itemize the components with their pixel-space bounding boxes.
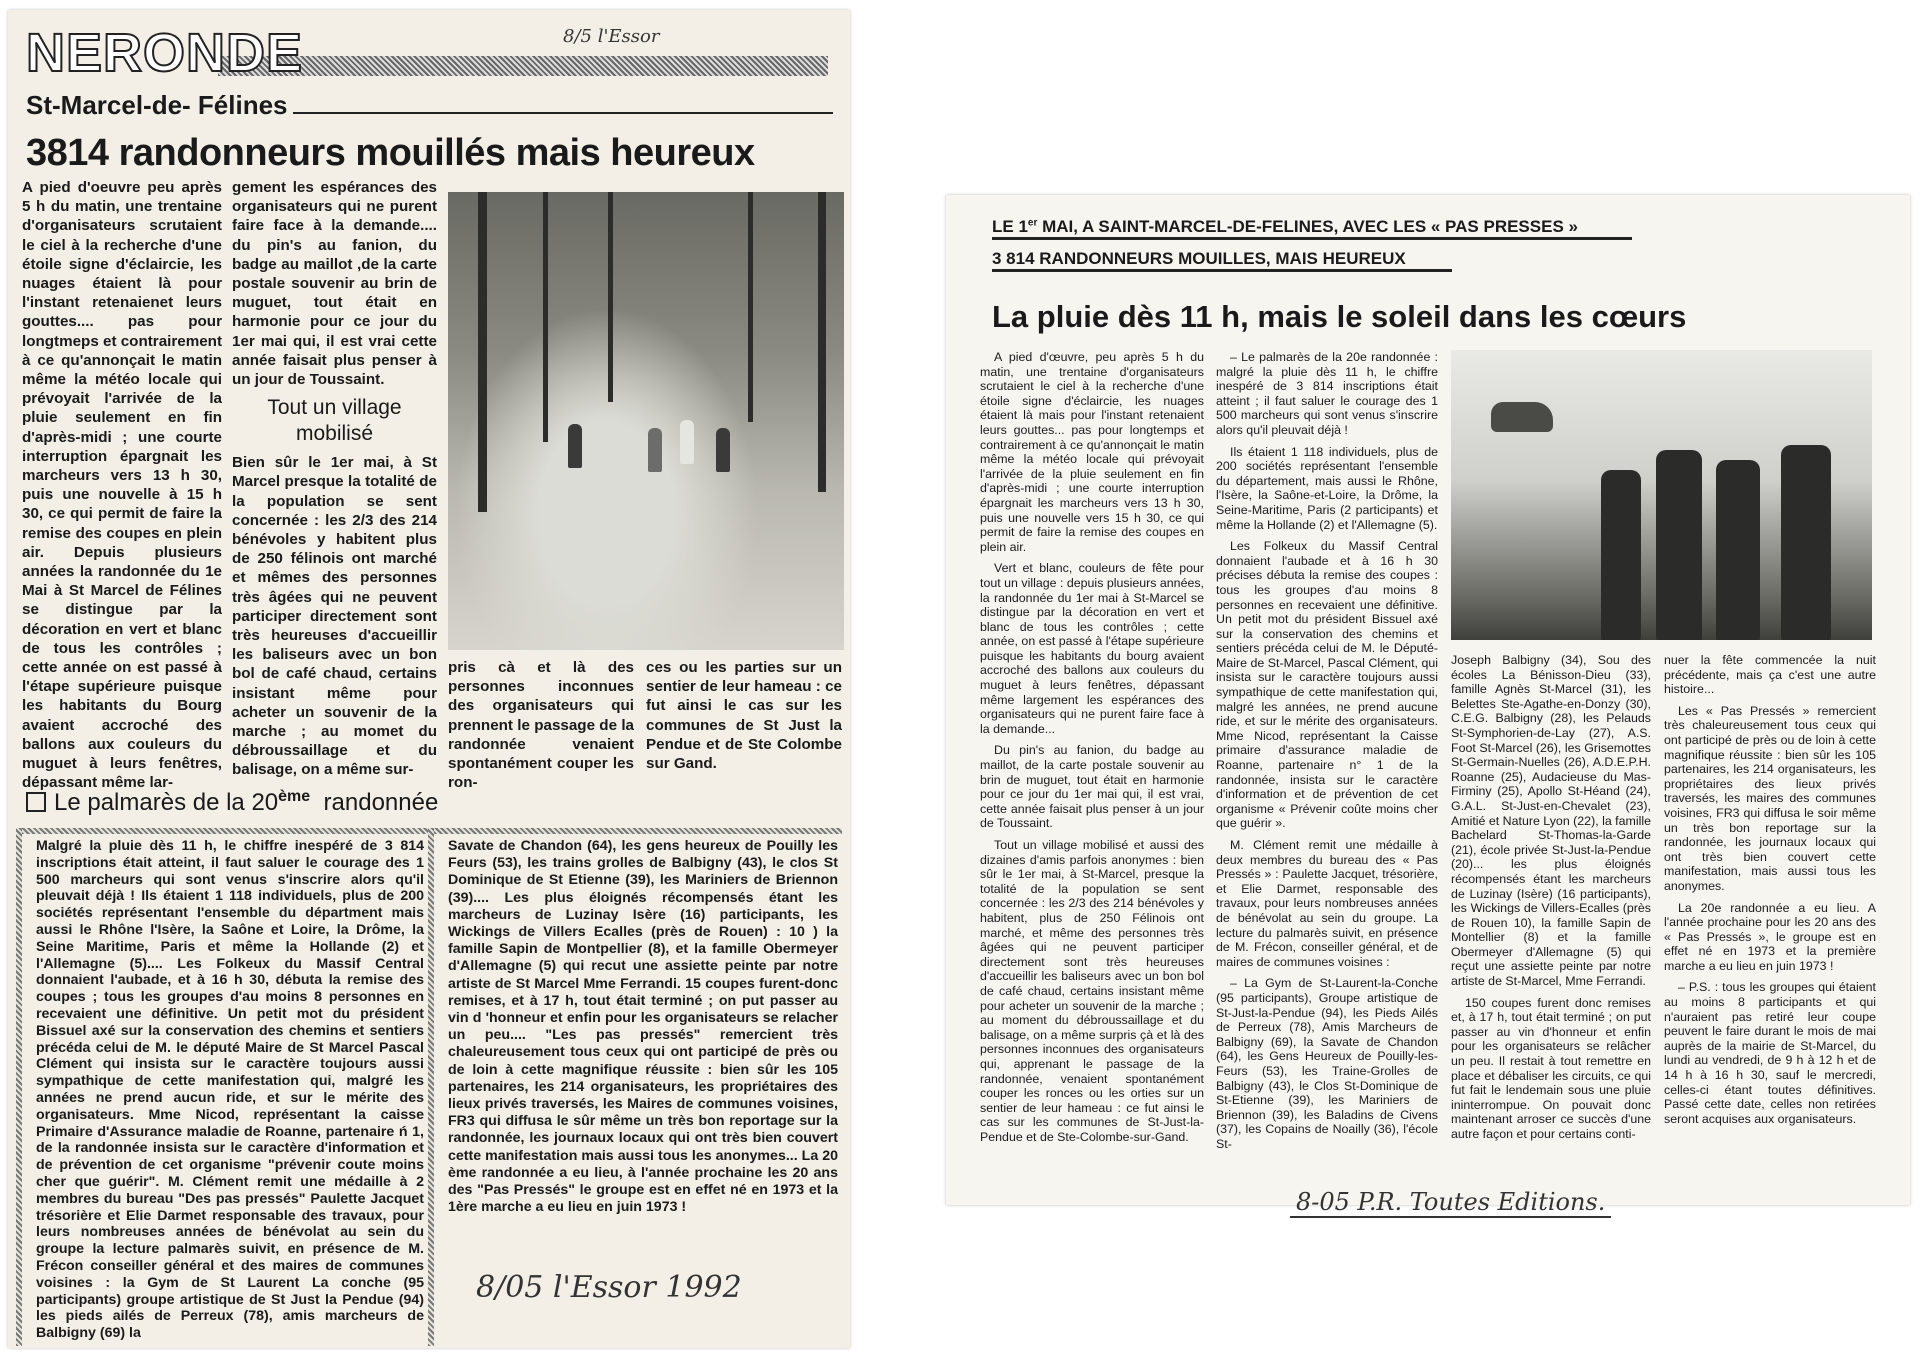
tree-trunk [748,192,753,422]
horse-figure [1491,402,1553,432]
article-paragraph: – P.S. : tous les groupes qui étaient au moins 8 participants et qui n'auraient pas retiré leur coupe peuvent le faire durant le mois de mai auprès de la mairie de St-Marcel, du lundi au vendredi, de 9 h à 12 h et de 14 h à 16 h 30, sauf le mercredi, celles-ci étant toutes définitives. Passé cette date, celles non retirées seront acquises aux organisateurs. [1664,980,1876,1126]
article-text: pris cà et là des personnes inconnues des organisateurs qui prennent le passage de la randonnée venaient spontanément couper les ron- [448,659,634,792]
palmares-column-2 [448,838,838,1216]
article-column-4 [646,658,842,773]
article-paragraph: nuer la fête commencée la nuit précédente, mais ça c'est une autre histoire... [1664,653,1876,697]
article-paragraph: Les « Pas Pressés » remercient très chaleureusement tous ceux qui ont participé de près ou de loin à cette magnifique réussite : bien sûr les 105 partenaires, les 214 organisateurs, les propriétaires des lieux privés traversés, les maires des communes voisines, FR3 qui diffusa le soir même un très bon reportage sur la randonnée, les journaux locaux qui ont très bien couvert cette manifestation, mais aussi tous les anonymes. [1664,703,1876,893]
walker-figure [648,428,662,472]
walker-figure [1716,460,1760,640]
article-paragraph: Vert et blanc, couleurs de fête pour tout un village : depuis plusieurs années, la randonnée du 1er mai à St-Marcel se distingue par la décoration en vert et blanc de tous les contrôles ; cette année, on est passé à l'étape supérieure puisque les habitants du bourg avaient accroché des ballons aux couleurs du muguet à leurs fenêtres, dépassant même largement les espérances des organisateurs qui ne purent faire face à la demande... [980,561,1204,736]
article-paragraph: A pied d'œuvre, peu après 5 h du matin, une trentaine d'organisateurs scrutaient le ciel à la recherche d'une étoile signe d'éclaircie, les nuages étaient là mais pour l'instant retenaient leurs gouttes... pas pour longtemps et contrairement à ce qu'annonçait le matin même la météo locale qui prévoyait l'arrivée de la pluie seulement en fin d'après-midi ; une courte interruption épargnait les marcheurs vers 13 h 30, puis une nouvelle vers 15 h 30, ce qui permit de faire la remise des coupes en plein air. [980,350,1204,554]
article-column-1 [22,178,222,793]
palmares-text: Malgré la pluie dès 11 h, le chiffre inespéré de 3 814 inscriptions était atteint, il faut saluer le courage des 1 500 marcheurs qui sont venus s'inscrire alors qu'il pleuvait déjà ! Ils étaient 1 118 individuels, plus de 200 sociétés représentant l'ensemble du départment mais aussi le Rhône l'Isère, la Saône et Loire, la Drôme, la Seine Maritime, Paris et même la Hollande (2) et l'Allemagne (5).... Les Folkeux du Massif Central donnaient l'aubade, et à 16 h 30, débuta la remise des coupes ; tous les groupes d'au moins 8 personnes en recevaient une définitive. Un petit mot du président Bissuel axé sur la conservation des chemins et sentiers précéda celui de M. le député Maire de St Marcel Pascal Clément qui insista sur le caractère toujours aussi sympathique de cette manifestation qui, malgré les années ne prend aucun ride, et sur le mérite des organisateurs. Mme Nicod, représentant la caisse Primaire d'Assurance maladie de Roanne, partenaire ń 1, de la randonnée insista sur le caractère d'information et de prévention de cet organisme "prévenir coute moins cher que guérir". M. Clément remit une médaille à 2 membres du bureau "Des pas pressés" Paulette Jacquet trésorière et Elie Darmet responsable des travaux, pour leurs nombreuses années de bénévolat au sein du groupe la lecture palmarès suivit, en présence de M. Frécon conseiller général et des maires de communes voisines : la Gym de St Laurent La conche (95 participants) groupe artistique de St Just la Pendue (94) les pieds ailés de Perreux (78), amis marcheurs de Balbigny (69) la [36,838,424,1342]
handwritten-source-note: 8-05 P.R. Toutes Editions. [1290,1188,1611,1218]
article-text: ces ou les parties sur un sentier de leur hameau : ce fut ainsi le cas sur les communes de St Just la Pendue et de Ste Colombe sur Gand. [646,659,842,773]
kicker-rule [992,269,1452,272]
checkbox-square-icon [26,792,46,812]
palmares-border-left [16,828,22,1346]
article-paragraph: La 20e randonnée a eu lieu. A l'année prochaine pour les 20 ans des « Pas Pressés », le groupe est en effet né en 1973 et la première marche a eu lieu en juin 1973 ! [1664,900,1876,973]
right-clipping [946,195,1910,1205]
article-column-3 [1451,653,1651,1149]
kicker-rule [992,237,1632,240]
article-text: A pied d'oeuvre peu après 5 h du matin, une trentaine d'organisateurs scrutaient le ciel à la recherche d'une étoile signe d'éclaircie, les nuages étaient là pour l'instant retenaienet leurs gouttes.... pas pour longtmeps et contrairement à ce qu'annonçait le matin même la météo locale qui prévoyait l'arrivée de la pluie seulement en fin d'après-midi ; une courte interruption épargnait les marcheurs vers 13 h 30, puis une nouvelle à 15 h 30, ce qui permit de faire la remise des coupes en plein air. Depuis plusieurs années la randonnée du 1e Mai à St Marcel de Félines se distingue par la décoration en vert et blanc de tous les contrôles ; cette année on est passé à l'étape supérieure puisque les habitants du Bourg avaient accroché des ballons aux couleurs du muguet à leurs fenêtres, dépassant même lar- [22,179,223,792]
top-handwritten-note: 8/5 l'Essor [563,26,660,47]
walker-figure [716,428,730,472]
article-column-1 [980,350,1204,1151]
town-name: St-Marcel-de- Félines [26,90,288,120]
palmares-text: Savate de Chandon (64), les gens heureux de Pouilly les Feurs (53), les trains grolles de Balbigny (43), le clos St Dominique de St Etienne (39), les Mariniers de Briennon (39).... Les plus éloignés récompensés étant les marcheurs de Luzinay Isère (16) participants, les Wickings de Villers Ecalles (près de Rouen) : 10 ) la famille Sapin de Montpellier (8), et la famille Obermeyer d'Allemagne (5) qui recut une assiette peinte par notre artiste de St Marcel Mme Ferrandi. 15 coupes furent-donc remises, et à 17 h, tout était terminé ; on put passer au vin d 'honneur et enfin pour les organisateurs se relacher un peu.... "Les pas pressés" remercient très chaleureusement tous ceux qui ont participé de près ou de loin à cette magnifique réussite : bien sûr les 105 partenaires, les 214 organisateurs, les propriétaires des lieux privés traversés, les Maires de communes voisines, FR3 qui diffusa le sûr même un très bon reportage sur la randonnée, les journaux locaux qui ont très bien couvert cette manifestation mais aussi tous les anonymes... La 20 ème randonnée a eu lieu, à l'année prochaine les 20 ans des "Pas Pressés" le groupe est en effet né en 1973 et la 1ère marche a eu lieu en juin 1973 ! [448,838,838,1216]
palmares-title: Le palmarès de la 20ème randonnée [26,788,438,817]
article-paragraph: 150 coupes furent donc remises et, à 17 h, tout était terminé ; on put passer au vin d'honneur et enfin pour les organisateurs se relâcher un peu. Il restait à tout remettre en place et débaliser les circuits, ce qui fut fait le lendemain sous une pluie ininterrompue. On pouvait donc maintenant arroser ce succès d'une autre façon et pour certains conti- [1451,995,1651,1141]
article-text: Bien sûr le 1er mai, à St Marcel presque la totalité de la population se sent concernée : les 2/3 des 214 bénévoles y habitent plus de 250 félinois ont marché et mêmes des personnes très âgées qui ne peuvent participer directement sont très heureuses d'accueillir les baliseurs avec un bon bol de café chaud, certains insistant même pour acheter un souvenir de la marche ; au momet du débroussaillage et du balisage, on a même sur- [232,454,437,779]
tree-trunk [478,192,487,512]
left-clipping [8,10,850,1348]
palmares-border-middle [428,828,434,1346]
article-column-4 [1664,653,1876,1133]
article-paragraph: Les Folkeux du Massif Central donnaient l'aubade et à 16 h 30 précises débuta la remise des coupes : tous les groupes d'au moins 8 personnes en recevaient une définitive. Un petit mot du président Bissuel axé sur la conservation des chemins et sentiers précéda celui de M. le Député-Maire de St-Marcel, Pascal Clément, qui insista sur le caractère toujours aussi sympathique de cette manifestation qui, malgré les années, ne prend aucune ride, et sur le mérite des organisateurs. Mme Nicod, représentant la Caisse primaire d'assurance maladie de Roanne, partenaire n° 1 de la randonnée, insista sur le caractère d'information et de prévention de cet organisme « Prévenir coûte moins cher que guérir ». [1216,539,1438,831]
article-paragraph: Ils étaient 1 118 individuels, plus de 200 sociétés représentant l'ensemble du département, mais aussi le Rhône, l'Isère, la Saône-et-Loire, la Drôme, la Seine-Maritime, Paris (2 participants) et même la Hollande (2) et l'Allemagne (5). [1216,444,1438,532]
kicker-line-1: LE 1er MAI, A SAINT-MARCEL-DE-FELINES, AVEC LES « PAS PRESSES » [992,217,1578,236]
walkers-horse-photo [1451,350,1872,640]
walkers-photo [448,192,844,650]
article-column-2 [232,178,437,780]
tree-trunk [543,192,548,442]
article-text: gement les espérances des organisateurs qui ne purent faire face à la demande.... du pin's au fanion, du badge au maillot ,de la carte postale souvenir au brin de muguet, tout était en harmonie pour ce jour du 1er mai qui, il est vrai cette année faisait plus penser à un jour de Toussaint. [232,179,437,389]
palmares-column-1 [36,838,424,1342]
handwritten-source-date: 8/05 l'Essor 1992 [476,1270,742,1305]
tree-trunk [608,192,613,402]
subheading: Tout un village mobilisé [267,396,402,446]
article-paragraph: – La Gym de St-Laurent-la-Conche (95 participants), Groupe artistique de St-Just-la-Pendue (94), les Pieds Ailés de Perreux (78), Amis Marcheurs de Balbigny (69), la Savate de Chandon (64), les Gens Heureux de Pouilly-les-Feurs (53), les Traine-Grolles de Balbigny (43), le Clos St-Dominique de St-Etienne (39), les Mariniers de Briennon (39), les Baladins de Civens (37), les Copains de Noailly (36), l'école St- [1216,976,1438,1151]
article-column-3 [448,658,634,792]
walker-figure [1781,445,1831,640]
article-paragraph: Joseph Balbigny (34), Sou des écoles La Bénisson-Dieu (33), famille Agnès St-Marcel (31), les Belettes Ste-Agathe-en-Donzy (30), C.E.G. Balbigny (28), les Pelauds St-Symphorien-de-Lay (27), A.S. Foot St-Marcel (26), les Grisemottes St-Germain-Nuelles (26), A.D.E.P.H. Roanne (25), Audacieuse du Mas-Firminy (25), Apollo St-Héand (24), G.A.L. St-Just-en-Chevalet (23), Amitié et Nature Lyon (22), la famille Bachelard St-Thomas-la-Garde (21), école privée St-Just-la-Pendue (20)... les plus éloignés récompensés étant les marcheurs de Luzinay (Isère) (16 participants), les Wickings de Villers-Ecalles (près de Rouen 10), la famille Sapin de Montellier (8) et la famille Obermeyer d'Allemagne (5) qui reçut une assiette peinte par notre artiste de St-Marcel, Mme Ferrandi. [1451,653,1651,989]
walker-figure [1656,450,1702,640]
article-paragraph: Du pin's au fanion, du badge au maillot, de la carte postale souvenir au brin de muguet, tout était en harmonie pour ce jour du 1er mai qui, il est vrai, cette année faisait plus penser à un jour de Toussaint. [980,743,1204,831]
headline: La pluie dès 11 h, mais le soleil dans les cœurs [992,299,1687,334]
headline: 3814 randonneurs mouillés mais heureux [26,132,755,174]
walker-figure [1601,470,1641,640]
article-paragraph: Tout un village mobilisé et aussi des dizaines d'amis parfois anonymes : bien sûr le 1er mai, à St-Marcel, presque la totalité de la population se sent concernée : les 2/3 des 214 bénévoles y habitent, plus de 250 Félinois ont marché, et même des personnes très âgées qui ne peuvent participer directement sont très heureuses d'accueillir les baliseurs avec un bon bol de café chaud, certains insistant même pour acheter un souvenir de la marche ; au moment du débroussaillage et du balisage, on a même surpris çà et là des personnes inconnues des organisateurs qui, apprenant le passage de la randonnée, venaient spontanément couper les ronces ou les orties sur un sentier de leur hameau : ce fut ainsi le cas sur les communes de St-Just-la-Pendue et de Ste-Colombe-sur-Gand. [980,838,1204,1144]
article-column-2 [1216,350,1438,1158]
masthead-band [218,56,828,76]
walker-figure [680,420,694,464]
tree-trunk [818,192,826,492]
kicker-line-2: 3 814 RANDONNEURS MOUILLES, MAIS HEUREUX [992,249,1406,268]
town-rule [293,112,833,114]
walker-figure [568,424,582,468]
masthead: NERONDE [26,23,304,83]
article-paragraph: M. Clément remit une médaille à deux membres du bureau des « Pas Pressés » : Paulette Jacquet, trésorière, et Elie Darmet, responsable des travaux, pour leurs nombreuses années de bénévolat au sein du groupe. La lecture du palmarès suivit, en présence de M. Frécon, conseiller général, et de maires de communes voisines : [1216,838,1438,969]
article-paragraph: – Le palmarès de la 20e randonnée : malgré la pluie dès 11 h, le chiffre inespéré de 3 814 inscriptions était atteint ; il faut saluer le courage des 1 500 marcheurs qui sont venus s'inscrire alors qu'il pleuvait déjà ! [1216,350,1438,437]
